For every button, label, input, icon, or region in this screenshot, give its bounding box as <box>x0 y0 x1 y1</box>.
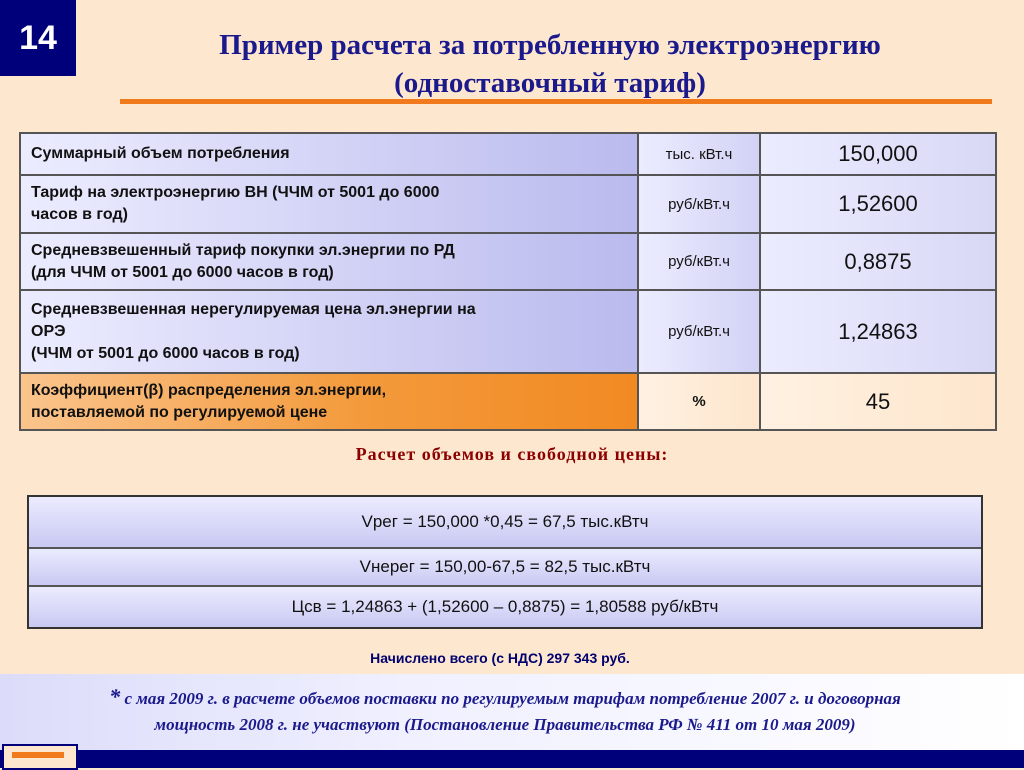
value-cell: 150,000 <box>760 133 996 175</box>
bottom-corner-mark <box>2 744 78 770</box>
param-cell <box>20 373 638 430</box>
slide-number: 14 <box>19 18 57 57</box>
param-cell <box>20 233 638 290</box>
calc-subheading: Расчет объемов и свободной цены: <box>355 444 669 464</box>
slide-number-badge <box>0 0 76 76</box>
title-line-1: Пример расчета за потребленную электроэнергию <box>219 29 881 61</box>
table-row <box>20 133 996 175</box>
param-text: Средневзвешенный тариф покупки эл.энергии по РД <box>31 241 455 259</box>
param-text: Тариф на электроэнергию ВН (ЧЧМ от 5001 до 6000 <box>31 184 440 201</box>
footnote-panel <box>0 674 1024 750</box>
param-text: часов в год) <box>31 206 128 223</box>
param-text: (для ЧЧМ от 5001 до 6000 часов в год) <box>31 263 334 281</box>
unit-cell: тыс. кВт.ч <box>638 133 760 175</box>
footnote-line-2: мощность 2008 г. не участвуют (Постановление Правительства РФ № 411 от 10 мая 2009) <box>154 715 856 734</box>
table-row <box>20 175 996 233</box>
table-row <box>20 290 996 373</box>
footnote-text <box>20 684 990 738</box>
title-underline <box>120 99 992 104</box>
unit-cell: % <box>638 373 760 430</box>
bottom-bar <box>0 750 1024 768</box>
orange-accent-bar <box>12 752 64 758</box>
param-cell <box>20 290 638 373</box>
param-text: Суммарный объем потребления <box>31 145 290 162</box>
param-text: (ЧЧМ от 5001 до 6000 часов в год) <box>31 344 300 362</box>
unit-cell: руб/кВт.ч <box>638 175 760 233</box>
tariff-table <box>19 132 997 431</box>
value-cell: 1,52600 <box>760 175 996 233</box>
param-text: Коэффициент(β) распределения эл.энергии, <box>31 381 387 399</box>
unit-cell: руб/кВт.ч <box>638 233 760 290</box>
param-cell <box>20 175 638 233</box>
footnote-star: * <box>109 684 121 709</box>
unit-cell: руб/кВт.ч <box>638 290 760 373</box>
table-row-highlight <box>20 373 996 430</box>
calc-row-vreg: Vрег = 150,000 *0,45 = 67,5 тыс.кВтч <box>29 497 981 549</box>
total-charged: Начислено всего (с НДС) 297 343 руб. <box>370 650 630 666</box>
footnote-line-1: с мая 2009 г. в расчете объемов поставки по регулируемым тарифам потребление 2007 г. и договорная <box>120 689 901 708</box>
calculation-box <box>27 495 983 629</box>
value-cell: 45 <box>760 373 996 430</box>
page-title <box>80 26 1020 102</box>
table-row <box>20 233 996 290</box>
calc-row-price: Цсв = 1,24863 + (1,52600 – 0,8875) = 1,80588 руб/кВтч <box>29 587 981 627</box>
value-cell: 0,8875 <box>760 233 996 290</box>
param-text: ОРЭ <box>31 322 66 340</box>
param-text: поставляемой по регулируемой цене <box>31 403 328 421</box>
calc-row-vnereg: Vнерег = 150,00-67,5 = 82,5 тыс.кВтч <box>29 549 981 587</box>
value-cell: 1,24863 <box>760 290 996 373</box>
param-cell <box>20 133 638 175</box>
title-line-2: (одноставочный тариф) <box>394 67 706 99</box>
param-text: Средневзвешенная нерегулируемая цена эл.энергии на <box>31 300 476 318</box>
